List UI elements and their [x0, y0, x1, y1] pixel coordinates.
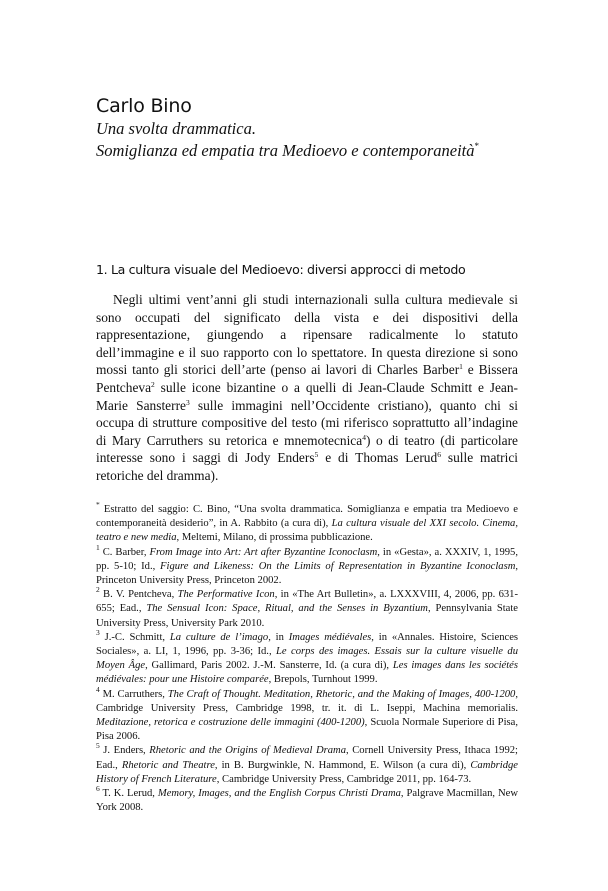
footnote-title: La culture de l’imago [169, 631, 269, 643]
author-name: Carlo Bino [96, 95, 192, 117]
footnote-text: C. Barber, [99, 546, 150, 558]
footnote-number: 1 [96, 542, 100, 552]
footnote-title: Le corps des images. Essais sur la culture visuelle du Moyen Âge [96, 646, 518, 672]
footnote-title: Rhetoric and Theatre [121, 759, 215, 771]
footnote-text: M. Carruthers, [99, 688, 168, 700]
article-title-line-1: Una svolta drammatica. [96, 119, 256, 138]
footnote-title: Memory, Images, and the English Corpus Christi Drama [157, 788, 401, 800]
footnote-text: Estratto del saggio: C. Bino, “Una svolta drammatica. Somiglianza e empatia tra Medioevo e contemporaneità desiderio”, in A. Rabbito (a cura di), [96, 504, 518, 530]
footnote-text: J.-C. Schmitt, [99, 631, 170, 643]
footnote-title: Figure and Likeness: On the Limits of Representation in Byzantine Iconoclasm [160, 560, 516, 572]
footnote-ref-2: 2 [151, 379, 155, 389]
footnote-title: Cambridge History of French Literature [96, 759, 518, 785]
footnote-title: Images médiévales [288, 631, 372, 643]
footnote-number: 4 [96, 684, 100, 694]
body-text-1: Negli ultimi vent’anni gli studi internazionali sulla cultura medievale si sono occupati del significato della vista e dei dispositivi della rappresentazione, giungendo a ripensare radicalmente lo statuto dell’immagine e il suo rapporto con lo spettatore. In questa direzione si sono mossi tanto gli storici dell’arte (penso ai lavori di Charles Barber [96, 292, 518, 378]
footnote-number: 3 [96, 627, 100, 637]
footnote-ref-6: 6 [437, 450, 441, 460]
footnote-number: * [96, 500, 100, 509]
footnote-4 [96, 684, 518, 745]
footnote-text: , Brepols, Turnhout 1999. [268, 674, 378, 686]
footnote-text: , Scuola Normale Superiore di Pisa, Pisa 2006. [96, 717, 518, 743]
footnote-title: Les images dans les sociétés médiévales: pour une Histoire comparée [96, 660, 518, 686]
footnote-title: Rhetoric and the Origins of Medieval Drama [149, 745, 347, 757]
title-footnote-mark: * [474, 141, 480, 151]
footnote-number: 6 [96, 784, 100, 794]
footnote-text: , in «The Art Bulletin», a. LXXXVIII, 4, 2006, pp. 631-655; Ead., [96, 589, 518, 615]
footnote-title: The Performative Icon [177, 589, 275, 601]
footnote-text: , in «Gesta», a. XXXIV, 1, 1995, pp. 5-10; Id., [96, 546, 518, 572]
footnote-text: B. V. Pentcheva, [99, 589, 178, 601]
footnote-ref-4: 4 [362, 432, 366, 442]
footnote-text: , Gallimard, Paris 2002. J.-M. Sansterre, Id. (a cura di), [145, 660, 393, 672]
footnote-text: J. Enders, [99, 745, 150, 757]
footnote-text: T. K. Lerud, [99, 788, 158, 800]
footnote-text: , Cambridge University Press, Cambridge 1998, tr. it. di L. Iseppi, Machina memorialis. [96, 688, 518, 714]
footnote-title: Meditazione, retorica e costruzione delle immagini (400-1200) [96, 717, 365, 729]
footnote-text: , in «Annales. Histoire, Sciences Sociales», a. LI, 1, 1996, pp. 3-36; Id., [96, 631, 519, 658]
footnote-number: 5 [96, 741, 100, 751]
footnote-2 [96, 585, 519, 631]
article-title-line-2 [96, 141, 479, 161]
body-text-2: e Bissera Pentcheva [96, 362, 518, 395]
footnote-star [96, 500, 518, 546]
footnote-ref-5: 5 [314, 450, 319, 460]
body-text-7: sulle matrici retoriche del dramma). [96, 450, 518, 483]
body-text-3: sulle icone bizantine o a quelli di Jean-Claude Schmitt e Jean-Marie Sansterre [96, 379, 518, 413]
footnote-ref-3: 3 [185, 397, 190, 407]
footnote-number: 2 [96, 585, 100, 595]
footnote-text: , in [268, 631, 289, 643]
footnote-text: , Meltemi, Milano, di prossima pubblicazione. [176, 532, 373, 544]
footnote-1 [96, 542, 518, 589]
footnote-text: , in B. Burgwinkle, N. Hammond, E. Wilson (a cura di), [214, 759, 471, 771]
footnotes [96, 500, 519, 815]
body-text-5: ) o di teatro (di particolare interesse sono i saggi di Jody Enders [96, 432, 518, 466]
footnote-6 [96, 784, 518, 815]
footnote-title: The Craft of Thought. Meditation, Rhetoric, and the Making of Images, 400-1200 [167, 688, 516, 700]
body-text-4: sulle immagini nell’Occidente cristiano), quanto chi si occupa di strutture compositive del testo (mi riferisco soprattutto all’indagine di Mary Carruthers su retorica e mnemotecnica [96, 397, 518, 448]
article-title-line-2-text: Somiglianza ed empatia tra Medioevo e contemporaneità [96, 141, 475, 160]
footnote-title: The Sensual Icon: Space, Ritual, and the Senses in Byzantium [146, 603, 428, 615]
footnote-text: , Pennsylvania State University Press, University Park 2010. [96, 603, 519, 629]
body-paragraph [96, 291, 518, 485]
footnote-text: , Cornell University Press, Ithaca 1992; Ead., [96, 745, 518, 771]
body-text-6: e di Thomas Lerud [318, 450, 438, 466]
footnote-title: From Image into Art: Art after Byzantine Iconoclasm [149, 546, 378, 558]
footnote-title: La cultura visuale del XXI secolo. Cinema, teatro e new media [96, 518, 518, 544]
footnote-5 [96, 741, 518, 787]
footnote-text: , Palgrave Macmillan, New York 2008. [96, 788, 518, 814]
footnote-text: , Cambridge University Press, Cambridge 2011, pp. 164-73. [216, 773, 472, 785]
footnote-ref-1: 1 [459, 362, 463, 372]
footnote-text: , Princeton University Press, Princeton 2002. [96, 560, 518, 587]
footnote-3 [96, 627, 519, 688]
section-heading: 1. La cultura visuale del Medioevo: diversi approcci di metodo [96, 262, 466, 277]
